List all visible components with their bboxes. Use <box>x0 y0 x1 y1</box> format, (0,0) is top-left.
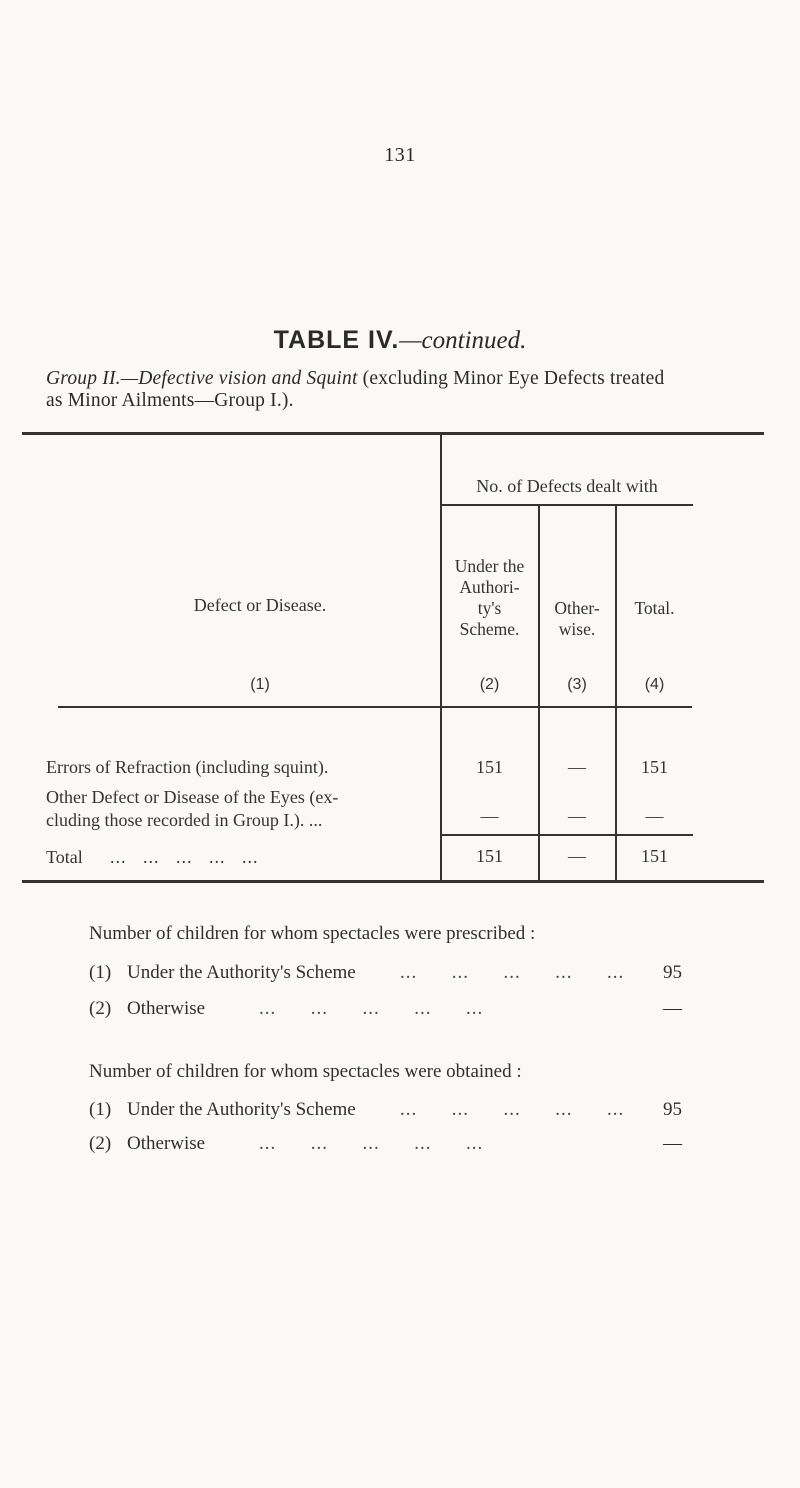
title-continued: —continued. <box>399 327 527 354</box>
obtained-item-2 <box>89 1133 205 1155</box>
row2-total: — <box>645 806 664 826</box>
obtained-item-1-index: (1) <box>89 1099 112 1120</box>
col1-number: (1) <box>250 676 270 693</box>
prescribed-item-2 <box>89 998 205 1020</box>
prescribed-item-1-value: 95 <box>663 962 682 983</box>
prescribed-item-2-value: — <box>663 998 682 1019</box>
title-bold: TABLE IV. <box>273 326 400 354</box>
prescribed-item-1-index: (1) <box>89 962 112 983</box>
table-top-rule <box>22 432 764 435</box>
col2-header-line: ty's <box>477 598 502 618</box>
page-number: 131 <box>384 144 416 166</box>
prescribed-item-2-dots: ... ... ... ... ... <box>259 998 484 1019</box>
col3-header-line: Other- <box>554 598 600 618</box>
total-top-rule <box>441 834 693 836</box>
col2-header-line: Under the <box>454 556 525 576</box>
row2-label-line: cluding those recorded in Group I.). ... <box>46 810 323 830</box>
row2-label <box>46 786 338 832</box>
subtitle-rest: (excluding Minor Eye Defects treated <box>357 368 665 389</box>
obtained-item-2-index: (2) <box>89 1133 112 1154</box>
col4-number: (4) <box>644 676 665 693</box>
row1-otherwise: — <box>568 757 586 777</box>
obtained-item-1-label: Under the Authority's Scheme <box>127 1099 356 1120</box>
prescribed-item-1 <box>89 962 356 984</box>
obtained-item-1-dots: ... ... ... ... ... <box>400 1099 625 1120</box>
obtained-item-2-label: Otherwise <box>127 1133 206 1154</box>
total-otherwise: — <box>568 846 586 866</box>
col3-header-line: wise. <box>558 619 596 639</box>
row2-scheme: — <box>480 806 499 826</box>
header-bottom-rule <box>58 706 692 708</box>
total-leader-dots: ... ... ... ... ... <box>110 847 259 867</box>
col2-header-line: Authori- <box>459 577 520 597</box>
group-header-rule <box>441 504 693 506</box>
prescribed-heading: Number of children for whom spectacles were prescribed : <box>89 923 536 944</box>
col4-header: Total. <box>634 598 675 618</box>
obtained-heading: Number of children for whom spectacles were obtained : <box>89 1061 522 1082</box>
col2-number: (2) <box>479 676 500 693</box>
row1-total: 151 <box>641 757 668 777</box>
obtained-item-1-value: 95 <box>663 1099 682 1120</box>
col3-number: (3) <box>567 676 587 693</box>
obtained-item-2-dots: ... ... ... ... ... <box>259 1133 484 1154</box>
col2-header-line: Scheme. <box>459 619 520 639</box>
col3-header <box>539 598 615 640</box>
col1-header: Defect or Disease. <box>193 595 327 615</box>
row2-label-line: Other Defect or Disease of the Eyes (ex- <box>46 787 339 807</box>
col2-header <box>441 556 538 640</box>
table-bottom-rule <box>22 880 764 883</box>
prescribed-item-1-label: Under the Authority's Scheme <box>127 962 356 983</box>
obtained-item-1 <box>89 1099 356 1121</box>
subtitle-group: Group II.—Defective vision and Squint <box>46 368 358 389</box>
total-total: 151 <box>641 846 668 866</box>
prescribed-item-1-dots: ... ... ... ... ... <box>400 962 625 983</box>
prescribed-item-2-label: Otherwise <box>127 998 206 1019</box>
row1-label: Errors of Refraction (including squint). <box>46 757 329 777</box>
obtained-item-2-value: — <box>663 1133 682 1154</box>
group-header: No. of Defects dealt with <box>476 476 658 496</box>
row1-scheme: 151 <box>476 757 503 777</box>
prescribed-item-2-index: (2) <box>89 998 112 1019</box>
row2-otherwise: — <box>568 806 586 826</box>
total-scheme: 151 <box>476 846 503 866</box>
total-label: Total <box>46 847 83 867</box>
subtitle-line2: as Minor Ailments—Group I.). <box>46 390 294 411</box>
